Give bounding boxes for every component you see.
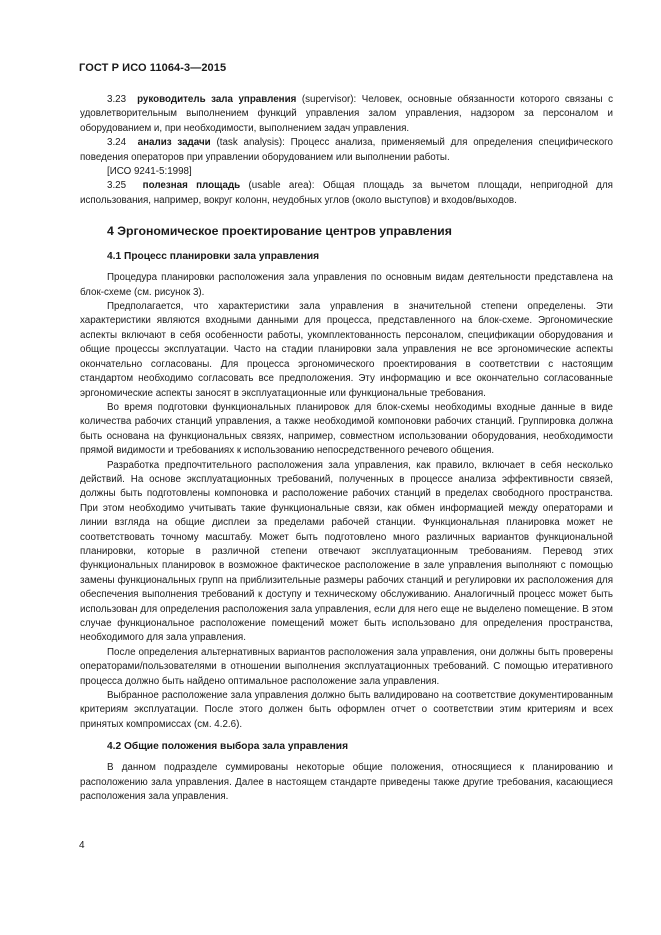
paragraph: Во время подготовки функциональных планировок для блок-схемы необходимы входные данные в виде количества рабочих станций управления, а также необходимой компоновки рабочих станций. Группировка должна быть основана на функциональных связях, например, совместном использовании оборудования, необходимости прямой видимости и требованиях к использованию непосредственного речевого общения. [80, 401, 613, 457]
document-header: ГОСТ Р ИСО 11064-3—2015 [79, 62, 227, 74]
definition-term: руководитель зала управления [137, 94, 297, 105]
section-4-heading: 4 Эргономическое проектирование центров управления [107, 224, 452, 239]
section-4-1-heading: 4.1 Процесс планировки зала управления [107, 251, 320, 263]
paragraph: Разработка предпочтительного расположения зала управления, как правило, включает в себя несколько действий. На основе эксплуатационных требований, полученных в процессе анализа эффективности связей, должны быть подготовлены компоновка и расположение рабочих станций в пределах свободного пространства. При этом необходимо учитывать такие функциональные связи, как обмен информацией между операторами и линии взгляда на общие дисплеи за пределами рабочей станции. Функциональная планировка может не соответствовать точному масштабу. Может быть подготовлено много различных вариантов функциональной планировки, которые в различной степени отвечают эксплуатационным требованиям. Перевод этих функциональных планировок в возможное фактическое расположение в зале управления выполняют с помощью замены функциональных групп на приблизительные размеры рабочих станций и регулировки их расположения для обеспечения выполнения требований к доступу и техническому обслуживанию. Аналогичный процесс может быть использован для определения расположения зала управления, если для него еще не выделено помещение. В этом случае функциональное расположение помещений может быть использовано для определения пространства, необходимого для зала управления. [80, 459, 613, 644]
definition-3-23 [80, 93, 613, 136]
definition-text: (usable area): Общая площадь за вычетом площади, непригодной для использования, например, вокруг колонн, неудобных углов (около выступов) и входов/выходов. [80, 180, 613, 206]
definition-number: 3.23 [107, 94, 127, 105]
paragraph: Выбранное расположение зала управления должно быть валидировано на соответствие документированным критериям эксплуатации. После этого должен быть оформлен отчет о соответствии этим критериям и всех принятых компромиссах (см. 4.2.6). [80, 690, 613, 730]
paragraph: После определения альтернативных вариантов расположения зала управления, они должны быть проверены операторами/пользователями в отношении выполнения эксплуатационных требований. С помощью итеративного процесса должно быть найдено оптимальное расположение зала управления. [80, 646, 613, 687]
reference-citation: [ИСО 9241-5:1998] [107, 166, 192, 178]
section-4-2-heading: 4.2 Общие положения выбора зала управления [107, 741, 349, 753]
definition-number: 3.25 [107, 180, 127, 192]
page-number: 4 [79, 840, 85, 851]
paragraph: В данном подразделе суммированы некоторые общие положения, относящиеся к планированию и расположению зала управления. Далее в настоящем стандарте приведены также другие требования, касающиеся расположения зала управления. [80, 762, 613, 803]
definition-term: анализ задачи [137, 137, 211, 149]
definition-text: (task analysis): Процесс анализа, применяемый для определения специфического поведения операторов при управлении оборудованием или выполнении работы. [80, 137, 613, 163]
paragraph: Процедура планировки расположения зала управления по основным видам деятельности представлена на блок-схеме (см. рисунок 3). [80, 272, 613, 298]
paragraph: Предполагается, что характеристики зала управления в значительной степени определены. Эти характеристики являются входными данными для процесса, представленного на блок-схеме. Эргономические аспекты включают в себя особенности работы, укомплектованность персоналом, спецификации оборудования и общие процессы эксплуатации. Часто на стадии планировки зала управления не все эргономические аспекты окончательно согласованы. Для процесса эргономического проектирования в соответствии с настоящим стандартом необходимо согласовать все предположения. Эту информацию и все окончательно согласованные эргономические аспекты заносят в эксплуатационные или функциональные требования. [80, 301, 613, 399]
definition-3-24 [80, 136, 613, 165]
definition-term: полезная площадь [142, 180, 241, 192]
definition-text: (supervisor): Человек, основные обязанности которого связаны с удовлетворительным выполнением функций управления залом управления, надзором за персоналом и оборудованием и, при необходимости, выполнением задач управления. [80, 94, 613, 134]
definition-number: 3.24 [107, 137, 127, 149]
page-content [80, 93, 613, 804]
definition-3-25 [80, 179, 613, 208]
